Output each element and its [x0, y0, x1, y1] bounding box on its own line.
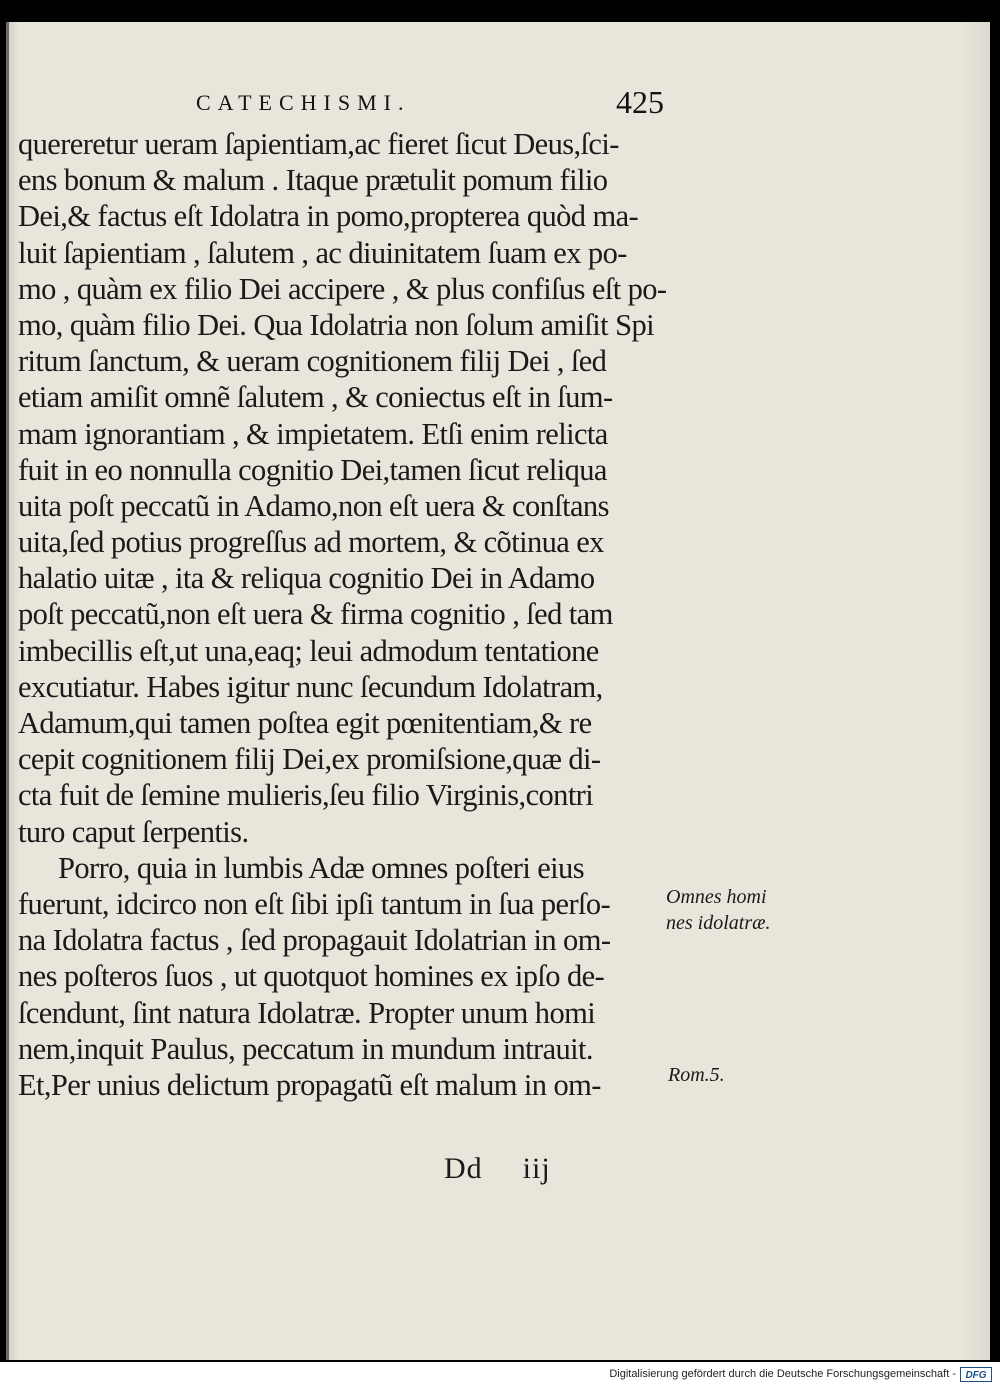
- funding-credit: Digitalisierung gefördert durch die Deutsche Forschungsgemeinschaft -: [609, 1368, 956, 1380]
- text-line: imbecillis eſt,ut una,eaq; leui admodum tentatione: [18, 633, 599, 668]
- text-line: excutiatur. Habes igitur nunc ſecundum Idolatram,: [18, 669, 603, 704]
- text-line: fuerunt, idcirco non eſt ſibi ipſi tantum in ſua perſo-: [18, 886, 611, 921]
- text-line: nes poſteros ſuos , ut quotquot homines ex ipſo de-: [18, 959, 605, 994]
- text-line: nem,inquit Paulus, peccatum in mundum intrauit.: [18, 1031, 593, 1066]
- signature-letters: Dd: [444, 1152, 483, 1185]
- text-line: Et,Per unius delictum propagatũ eſt malum in om-: [18, 1067, 601, 1102]
- text-line: mo , quàm ex filio Dei accipere , & plus confiſus eſt po-: [18, 271, 667, 306]
- text-line: halatio uitæ , ita & reliqua cognitio Dei in Adamo: [18, 561, 595, 596]
- page-number: 425: [616, 84, 664, 120]
- text-line: quereretur ueram ſapientiam,ac fieret ſicut Deus,ſci-: [18, 127, 619, 161]
- text-line: turo caput ſerpentis.: [18, 814, 249, 849]
- text-line: cta fuit de ſemine mulieris,ſeu filio Virginis,contri: [18, 778, 594, 813]
- book-page: [6, 22, 990, 1360]
- main-text: [18, 126, 678, 1103]
- text-line: mo, quàm filio Dei. Qua Idolatria non ſolum amiſit Spi: [18, 307, 654, 342]
- running-head: [6, 84, 990, 124]
- signature-mark: [444, 1152, 551, 1186]
- text-line: poſt peccatũ,non eſt uera & firma cognitio , ſed tam: [18, 597, 613, 632]
- marginal-note-line: Omnes homi: [666, 886, 767, 908]
- marginal-note-line: nes idolatræ.: [666, 912, 771, 934]
- text-line: luit ſapientiam , ſalutem , ac diuinitatem ſuam ex po-: [18, 235, 627, 270]
- text-line: cepit cognitionem filij Dei,ex promiſsione,quæ di-: [18, 742, 601, 777]
- text-line: fuit in eo nonnulla cognitio Dei,tamen ſicut reliqua: [18, 452, 607, 487]
- text-line: uita poſt peccatũ in Adamo,non eſt uera & conſtans: [18, 488, 609, 523]
- text-line: Adamum,qui tamen poſtea egit pœnitentiam,& re: [18, 706, 592, 740]
- text-line: na Idolatra factus , ſed propagauit Idolatrian in om-: [18, 923, 611, 958]
- signature-numeral: iij: [522, 1152, 551, 1185]
- marginal-note-omnes-homines: [666, 884, 770, 936]
- text-line: uita,ſed potius progreſſus ad mortem, & cõtinua ex: [18, 525, 604, 560]
- marginal-note-reference: Rom.5.: [668, 1064, 725, 1086]
- digitization-footer: [0, 1362, 1000, 1388]
- paragraph-start-line: Porro, quia in lumbis Adæ omnes poſteri eius: [58, 850, 584, 885]
- text-line: etiam amiſit omnẽ ſalutem , & coniectus eſt in ſum-: [18, 380, 613, 415]
- dfg-logo: DFG: [960, 1367, 992, 1382]
- text-line: ritum ſanctum, & ueram cognitionem filij Dei , ſed: [18, 344, 607, 379]
- text-line: Dei,& factus eſt Idolatra in pomo,propterea quòd ma-: [18, 199, 639, 234]
- running-title: CATECHISMI.: [196, 90, 411, 115]
- text-line: ſcendunt, ſint natura Idolatræ. Propter unum homi: [18, 995, 596, 1030]
- gutter-edge: [6, 22, 9, 1360]
- text-line: ens bonum & malum . Itaque prætulit pomum filio: [18, 163, 608, 198]
- text-line: mam ignorantiam , & impietatem. Etſi enim relicta: [18, 416, 608, 451]
